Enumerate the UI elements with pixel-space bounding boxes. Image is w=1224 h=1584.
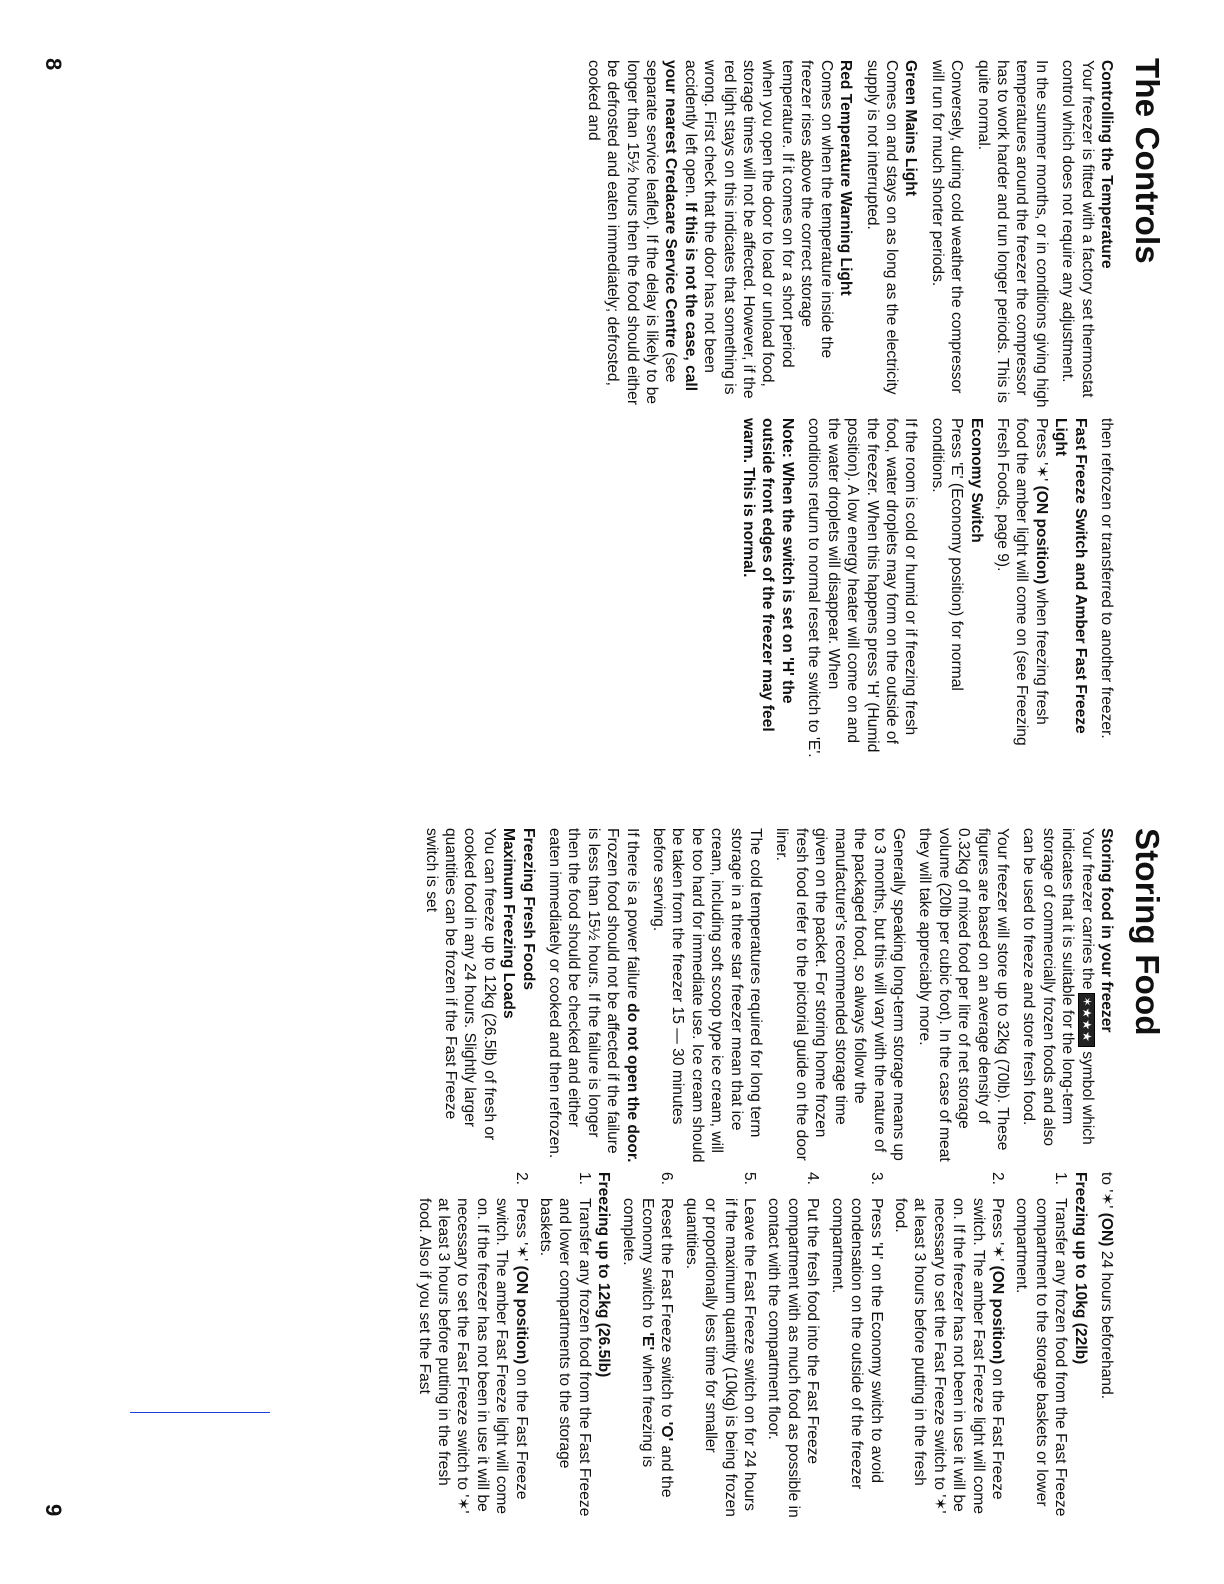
- note: Note: When the switch is set on 'H' the outside front edges of the freezer may feel warm. This is normal.: [740, 418, 796, 732]
- subheading-red-warning-light: Red Temperature Warning Light: [837, 60, 855, 296]
- paragraph: If the room is cold or humid or if freezing fresh food, water droplets may form on the outside of the freezer. When this happens press 'H' (Humid position). A low energy heater will come on and the water droplets will disappear. When conditions return to normal reset the switch to 'E'.: [805, 418, 920, 758]
- list-item: 4. Put the fresh food into the Fast Freeze compartment with as much food as possible in contact with the compartment floor.: [765, 1172, 822, 1518]
- right-column-1: [414, 828, 1116, 1164]
- subheading-economy-switch: Economy Switch: [967, 418, 985, 543]
- subheading-freezing-12kg: Freezing up to 12kg (26.5lb): [595, 1172, 613, 1378]
- list-item: 2. Press '✶' (ON position) on the Fast Freeze switch. The amber Fast Freeze light will come on. If the freezer has not been in use it will be necessary to set the Fast Freeze switch to '✶' at least 3 hours before putting in the fresh food.: [891, 1172, 1006, 1515]
- paragraph: You can freeze up to 12kg (26.5lb) of fresh or cooked food in any 24 hours. Slightly larger quantities can be frozen if the Fast Freeze switch is set: [422, 828, 498, 1141]
- paragraph: Your freezer carries the✶★★★ symbol which indicates that it is suitable for the long-term storage of commercially frozen foods and also can be used to freeze and store fresh food.: [1020, 828, 1096, 1147]
- list-item: 3. Press 'H' on the Economy switch to avoid condensation on the outside of the freezer compartment.: [828, 1172, 885, 1490]
- paragraph: Generally speaking long-term storage means up to 3 months, but this will vary with the nature of the packaged food, so always follow the manufacturer's recommended storage time given on the packet. For storing home frozen fresh food refer to the pictorial guide on the door liner.: [773, 828, 907, 1161]
- list-item: 2. Press '✶' (ON position) on the Fast Freeze switch. The amber Fast Freeze light will come on. If the freezer has not been in use it will be necessary to set the Fast Freeze switch to '✶' at least 3 hours before putting in the fresh food. Also if you set the Fast: [415, 1172, 530, 1515]
- paragraph: The cold temperatures required for long term storage in a three star freezer mean that ice cream, including soft scoop type ice cream, will be too hard for immediate use. Ice cream should be taken from the freezer 15 — 30 minutes before serving.: [650, 828, 765, 1163]
- star-rating-icon: ✶★★★: [1078, 993, 1095, 1047]
- paragraph: Comes on and stays on as long as the electricity supply is not interrupted.: [863, 60, 900, 395]
- paragraph: If there is a power failure do not open the door. Frozen food should not be affected if the failure is less than 15½ hours. If the failure is longer then the food should be checked and either eaten immediately or cooked and then refrozen.: [546, 828, 641, 1163]
- list-item: 1. Transfer any frozen food from the Fast Freeze and lower compartments to the storage baskets.: [537, 1172, 593, 1517]
- page-number-right: 9: [41, 1504, 66, 1517]
- subheading-freezing-10kg: Freezing up to 10kg (22lb): [1071, 1172, 1089, 1365]
- subheading-storing-food: Storing food in your freezer: [1098, 828, 1115, 1033]
- subheading-green-mains-light: Green Mains Light: [902, 60, 920, 197]
- subheading-temperature: Controlling the Temperature: [1098, 60, 1115, 269]
- list-item: 1. Transfer any frozen food from the Fast Freeze compartment to the storage baskets or lower compartment.: [1013, 1172, 1070, 1517]
- subheading-fast-freeze: Fast Freeze Switch and Amber Fast Freeze Light: [1052, 418, 1089, 734]
- steps-list-10kg: [618, 1172, 1070, 1522]
- left-column-1: [576, 60, 1116, 408]
- paragraph: to '✶' (ON) 24 hours beforehand.: [1098, 1172, 1115, 1400]
- margin-mark: [130, 1412, 270, 1413]
- paragraph: then refrozen or transferred to another freezer.: [1098, 418, 1115, 739]
- left-column-2: [732, 418, 1116, 758]
- subheading-max-freezing-loads: Maximum Freezing Loads: [500, 828, 518, 1019]
- paragraph: Your freezer will store up to 32kg (70lb). These figures are based on an average density of 0.32kg of mixed food per litre of net storage volume (20lb per cubic foot). In the case of meat they will take appreciably more.: [916, 828, 1011, 1162]
- page-title-controls: The Controls: [1129, 58, 1166, 264]
- right-column-2: [409, 1172, 1116, 1522]
- page-number-left: 8: [41, 58, 66, 71]
- paragraph: Conversely, during cold weather the compressor will run for much shorter periods.: [928, 60, 966, 394]
- paragraph: Comes on when the temperature inside the freezer rises above the correct storage temperature. If it comes on for a short period when you open the door to load or unload food, storage times will not be affected. However, if the red light stays on this indicates that something is wrong. First check that the door has not been accidently left open. If this is not the case, call your nearest Credacare Service Centre (see separate service leaflet). If the delay is likely to be longer than 15½ hours then the food should either be defrosted and eaten immediately; defrosted, cooked and: [584, 60, 835, 406]
- paragraph: Your freezer is fitted with a factory set thermostat control which does not require any adjustment.: [1059, 60, 1096, 398]
- paragraph: In the summer months, or in conditions giving high temperatures around the freezer the compressor has to work harder and run longer periods. This is quite normal.: [974, 60, 1050, 408]
- steps-list-12kg: [414, 1172, 594, 1522]
- list-item: 5. Leave the Fast Freeze switch on for 24 hours if the maximum quantity (10kg) is being frozen or proportionally less time for smaller quantities.: [682, 1172, 759, 1517]
- page-title-storing-food: Storing Food: [1129, 828, 1166, 1036]
- list-item: 6. Reset the Fast Freeze switch to 'O' and the Economy switch to 'E' when freezing is complete.: [619, 1172, 676, 1498]
- subheading-freezing-fresh-foods: Freezing Fresh Foods: [519, 828, 537, 991]
- paragraph: Press 'E' (Economy position) for normal conditions.: [928, 418, 966, 691]
- paragraph: Press '✶' (ON position) when freezing fresh food the amber light will come on (see Freezing Fresh Foods, page 9).: [993, 418, 1050, 746]
